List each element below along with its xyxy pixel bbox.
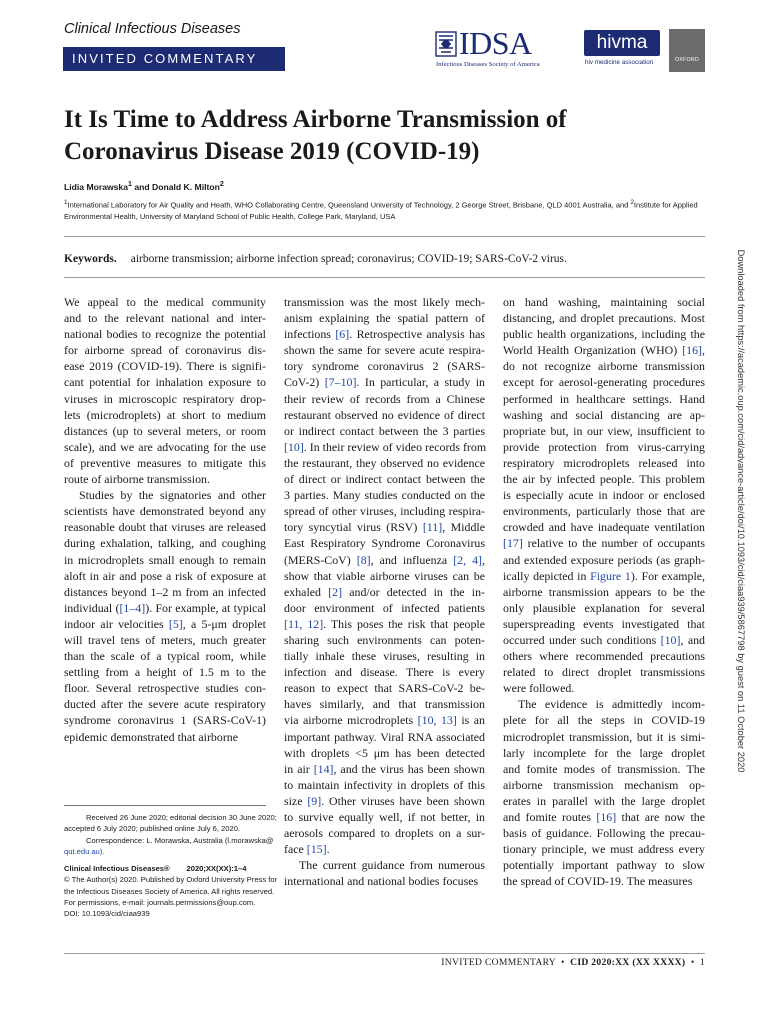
oxford-logo[interactable]: [669, 29, 705, 72]
body-line: propriate but, in our view, insufficient to: [503, 423, 705, 438]
copyright-line-1: © The Author(s) 2020. Published by Oxford University Press for: [64, 875, 278, 885]
footer-divider: [64, 953, 705, 954]
body-line: on hand washing, maintaining social: [503, 295, 705, 309]
body-line: syndrome coronavirus 1 (SARS-CoV-1): [64, 713, 266, 728]
oxford-wordmark: OXFORD: [675, 57, 699, 63]
author-conjunction: and: [131, 181, 153, 192]
journal-citation: Clinical Infectious Diseases® 2020;XX(XX):1–4: [64, 864, 247, 874]
idsa-emblem-icon: [435, 30, 457, 58]
citation-link[interactable]: [1–4]: [119, 600, 146, 615]
body-line: respiratory microdroplets released into: [503, 455, 705, 470]
body-line: airborne transmission mechanism op-: [503, 777, 705, 792]
idsa-wordmark: IDSA: [459, 25, 532, 61]
body-line: sharing such environments can poten-: [284, 632, 485, 647]
body-line: ically depicted in Figure 1). For example,: [503, 568, 705, 583]
citation-link[interactable]: [15]: [306, 842, 327, 857]
body-line: related to direct droplet transmissions: [503, 665, 705, 680]
correspondence: [64, 835, 274, 846]
body-line: erates in parallel with the large droplet: [503, 793, 705, 808]
body-line: Studies by the signatories and other: [79, 488, 266, 503]
body-line: performed in healthcare settings. Hand: [503, 391, 705, 406]
body-line: microdroplet transmission, but it is simi-: [503, 729, 705, 744]
body-line: in microdroplets small enough to remain: [64, 552, 266, 567]
body-line: infections [6]. Retrospective analysis has: [284, 327, 485, 342]
citation-link[interactable]: [17]: [503, 536, 523, 551]
body-line: aerosols compared to droplets on a sur-: [284, 826, 485, 841]
title-line-2: Coronavirus Disease 2019 (COVID-19): [64, 138, 480, 165]
body-line: cant potential for inhalation exposure to: [64, 375, 266, 390]
body-line: the spread of COVID-19. The measures: [503, 874, 693, 889]
body-line: scientists have demonstrated beyond any: [64, 504, 266, 519]
citation-link[interactable]: Figure 1: [590, 568, 631, 583]
body-line: ease 2019 (COVID-19). There is signifi-: [64, 359, 266, 374]
body-line: only plausible explanation for several: [503, 600, 705, 615]
body-line: spread of other viruses, including respira-: [284, 504, 485, 519]
article-footnotes: [64, 812, 278, 920]
body-line: individual ([1–4]). For example, at typical: [64, 600, 266, 615]
footer-section: INVITED COMMENTARY: [441, 957, 556, 968]
hivma-full-name: hiv medicine association: [585, 59, 654, 66]
body-line: larly incomplete for the large droplet: [503, 745, 705, 760]
citation-link[interactable]: [16]: [682, 343, 703, 358]
citation-link[interactable]: [10]: [660, 632, 681, 647]
affiliations: [64, 197, 699, 222]
body-line: floor. Several retrospective studies con-: [64, 681, 266, 696]
body-line: size [9]. Other viruses have been shown: [284, 793, 485, 808]
copyright-line-2: the Infectious Diseases Society of America. All rights reserved.: [64, 886, 275, 896]
body-line: anism explaining the spatial pattern of: [284, 311, 485, 326]
author-2-affiliation-mark: 2: [219, 180, 224, 188]
body-line: in air [14], and the virus has been shown: [284, 761, 485, 776]
body-line: basis of guidance. Following the precau-: [503, 826, 705, 841]
footer-bullet-1: •: [561, 957, 565, 968]
body-line: [10]. In their review of video records from: [284, 439, 487, 454]
body-line: ducted after the severe acute respiratory: [64, 697, 266, 712]
citation-link[interactable]: [9]: [307, 793, 322, 808]
body-line: tory syncytial virus (RSV) [11], Middle: [284, 520, 485, 535]
citation-link[interactable]: [10]: [284, 439, 304, 454]
body-line: [11, 12]. This poses the risk that people: [284, 616, 485, 631]
body-line: route of airborne transmission.: [64, 472, 210, 487]
body-line: is especially acute in indoor or enclosed: [503, 488, 705, 503]
correspondence-text: Correspondence: L. Morawska, Australia (l.morawska@: [86, 835, 274, 845]
citation-link[interactable]: [10, 13]: [417, 713, 457, 728]
body-line: (MERS-CoV) [8], and influenza [2, 4],: [284, 552, 486, 567]
body-line: than the scale of a typical room, while: [64, 649, 266, 664]
accepted-dates: accepted 6 July 2020; published online July 6, 2020.: [64, 824, 241, 834]
body-line: The evidence is admittedly incom-: [518, 697, 705, 712]
keywords-label: Keywords.: [64, 253, 117, 265]
affiliation-1-mark: 1: [64, 199, 68, 206]
body-line: will travel tens of meters, much greater: [64, 632, 266, 647]
body-line: reasonable doubt that viruses are released: [64, 520, 266, 535]
body-column-2: [284, 294, 485, 889]
body-column-1: [64, 294, 266, 745]
body-line: potentially important pathway to slow: [503, 858, 705, 873]
body-line: distancing, and droplet precautions. Most: [503, 311, 705, 326]
body-line: The current guidance from numerous: [299, 858, 485, 873]
body-line: indoor air velocities [5], a 5-μm droplet: [64, 616, 266, 631]
body-line: door environment of infected patients: [284, 600, 485, 615]
page-number: 1: [699, 957, 705, 968]
body-line: or indirect contact between the 3 parties: [284, 423, 485, 438]
body-line: distances beyond 1–2 m from an infected: [64, 584, 266, 599]
body-line: show that viable airborne viruses can be: [284, 568, 485, 583]
body-line: national bodies to recognize the potential: [64, 327, 266, 342]
body-line: East Respiratory Syndrome Coronavirus: [284, 536, 485, 551]
body-line: reason to expect that SARS-CoV-2 be-: [284, 681, 485, 696]
page-footer: [441, 957, 705, 968]
body-line: shown the same for severe acute respira-: [284, 343, 485, 358]
body-line: via airborne microdroplets [10, 13] is an: [284, 713, 485, 728]
body-line: during exhalation, talking, and coughing: [64, 536, 266, 551]
body-line: aloft in air and pose a risk of exposure at: [64, 568, 266, 583]
body-line: and to the relevant national and inter-: [64, 311, 266, 326]
body-line: provide protection from virus-carrying: [503, 439, 705, 454]
author-2[interactable]: Donald K. Milton: [152, 181, 220, 192]
body-line: except for aerosol-generating procedures: [503, 375, 705, 390]
body-line: to maintain infectivity in droplets of this: [284, 777, 485, 792]
keywords-line: [64, 253, 567, 265]
body-line: international and national bodies focuses: [284, 874, 479, 889]
body-line: to survive equally well, if not better, in: [284, 810, 485, 824]
body-line: 3 parties. Many studies conducted on the: [284, 488, 485, 503]
citation-link[interactable]: [11]: [422, 520, 443, 535]
body-line: others where recommended precautions: [503, 649, 705, 664]
body-line: and fomite routes [16] that are now the: [503, 810, 705, 824]
body-line: airborne transmission appears to be the: [503, 584, 705, 599]
citation-link[interactable]: [5]: [168, 616, 183, 631]
affiliation-1: International Laboratory for Air Quality and Heath, WHO Collaborating Centre, Queensland University of Technology, 2 George Street, Brisbane, QLD 4001 Australia, and: [67, 200, 631, 210]
citation-link[interactable]: [2, 4]: [453, 552, 483, 567]
download-watermark-text: Downloaded from https://academic.oup.com/cid/advance-article/doi/10.1093/cid/ciaa939/5867798 by guest on 11 October 2020: [735, 249, 746, 772]
affiliation-2: Institute for Applied Environmental Health, University of Maryland School of Public Health, College Park, Maryland, USA: [64, 200, 698, 221]
keywords-divider: [64, 277, 705, 278]
body-line: CoV-2) [7–10]. In particular, a study in: [284, 375, 485, 390]
body-line: tory syndrome coronavirus 2 (SARS-: [284, 359, 485, 374]
body-line: exhaled [2] and/or detected in the in-: [284, 584, 485, 599]
body-line: and extended exposure periods (as graph-: [503, 552, 705, 567]
citation-link[interactable]: [14]: [313, 761, 334, 776]
download-watermark: [734, 214, 747, 807]
body-line: tionary principle, we must address every: [503, 842, 705, 857]
body-line: and fomite modes of transmission. The: [503, 761, 705, 776]
body-line: their review of records from a Chinese: [284, 391, 485, 406]
body-line: restaurant observed no evidence of direct: [284, 407, 485, 422]
body-line: haves similarly, and that transmission: [284, 697, 485, 712]
body-line: superspreading events investigated that: [503, 616, 705, 631]
body-line: important pathway. Viral RNA associated: [284, 729, 485, 744]
body-line: of preventive measures to mitigate this: [64, 455, 266, 470]
header-divider: [64, 236, 705, 237]
footer-bullet-2: •: [690, 957, 695, 968]
body-line: scale), and we are advocating for the use: [64, 439, 266, 454]
article-title: [64, 104, 624, 168]
body-line: transmission was the most likely mech-: [284, 295, 485, 309]
body-line: public health organizations, including the: [503, 327, 705, 342]
body-line: the air by infected people. This problem: [503, 472, 705, 487]
idsa-full-name: Infectious Diseases Society of America: [436, 61, 540, 68]
body-line: distances (up to several meters, or room: [64, 423, 266, 438]
footer-citation: CID 2020:XX (XX XXXX): [570, 957, 686, 968]
title-line-1: It Is Time to Address Airborne Transmission of: [64, 106, 567, 133]
body-line: do not recognize airborne transmission: [503, 359, 705, 374]
article-type-banner: INVITED COMMENTARY: [63, 47, 285, 71]
body-line: occurred under such conditions [10], and: [503, 632, 706, 647]
citation-link[interactable]: [7–10]: [324, 375, 357, 390]
author-1[interactable]: Lidia Morawska: [64, 181, 128, 192]
body-line: infection and disease. There is every: [284, 665, 485, 680]
body-line: settling from a height of 1.5 m to the: [64, 665, 266, 680]
body-line: with droplets <5 μm has been detected: [284, 745, 485, 760]
body-line: epidemic demonstrated that airborne: [64, 729, 238, 744]
citation-link[interactable]: [6]: [335, 327, 350, 342]
hivma-logo[interactable]: [584, 30, 662, 72]
author-1-affiliation-mark: 1: [128, 180, 132, 188]
body-line: face [15].: [284, 842, 330, 857]
body-line: environments, particularly those that are: [503, 504, 705, 519]
body-column-3: [503, 294, 705, 889]
footnote-divider: [64, 805, 266, 806]
body-line: crowded and have inadequate ventilation: [503, 520, 705, 535]
permissions-line: For permissions, e-mail: journals.permissions@oup.com.: [64, 898, 256, 908]
doi[interactable]: DOI: 10.1093/cid/ciaa939: [64, 909, 150, 919]
body-line: World Health Organization (WHO) [16],: [503, 343, 705, 358]
body-line: viruses in microscopic respiratory drop-: [64, 391, 266, 406]
body-line: lets (microdroplets) at short to medium: [64, 407, 266, 422]
body-line: [17] relative to the number of occupants: [503, 536, 705, 551]
author-list: [64, 180, 224, 192]
body-line: We appeal to the medical community: [64, 295, 266, 309]
journal-name: Clinical Infectious Diseases: [64, 21, 241, 37]
body-line: were followed.: [503, 681, 575, 696]
body-line: washing and social distancing are ap-: [503, 407, 705, 422]
body-line: the restaurant, they observed no evidence: [284, 455, 485, 470]
idsa-logo[interactable]: [435, 25, 575, 74]
citation-link[interactable]: [16]: [596, 810, 617, 824]
citation-link[interactable]: [2]: [328, 584, 343, 599]
keywords-list: airborne transmission; airborne infection spread; coronavirus; COVID-19; SARS-CoV-2 virus.: [130, 253, 567, 265]
body-line: for airborne spread of coronavirus dis-: [64, 343, 266, 358]
received-dates: Received 26 June 2020; editorial decision 30 June 2020;: [86, 813, 277, 822]
citation-link[interactable]: [8]: [356, 552, 371, 567]
body-line: plete for all the steps in COVID-19: [503, 713, 705, 728]
correspondence-email-link[interactable]: qut.edu.au).: [64, 846, 105, 856]
affiliation-2-mark: 2: [630, 199, 634, 206]
hivma-wordmark: hivma: [584, 30, 660, 56]
body-line: of direct or indirect contact between the: [284, 472, 485, 487]
body-line: tially inhale these viruses, resulting in: [284, 649, 485, 664]
citation-link[interactable]: [11, 12]: [284, 616, 324, 631]
